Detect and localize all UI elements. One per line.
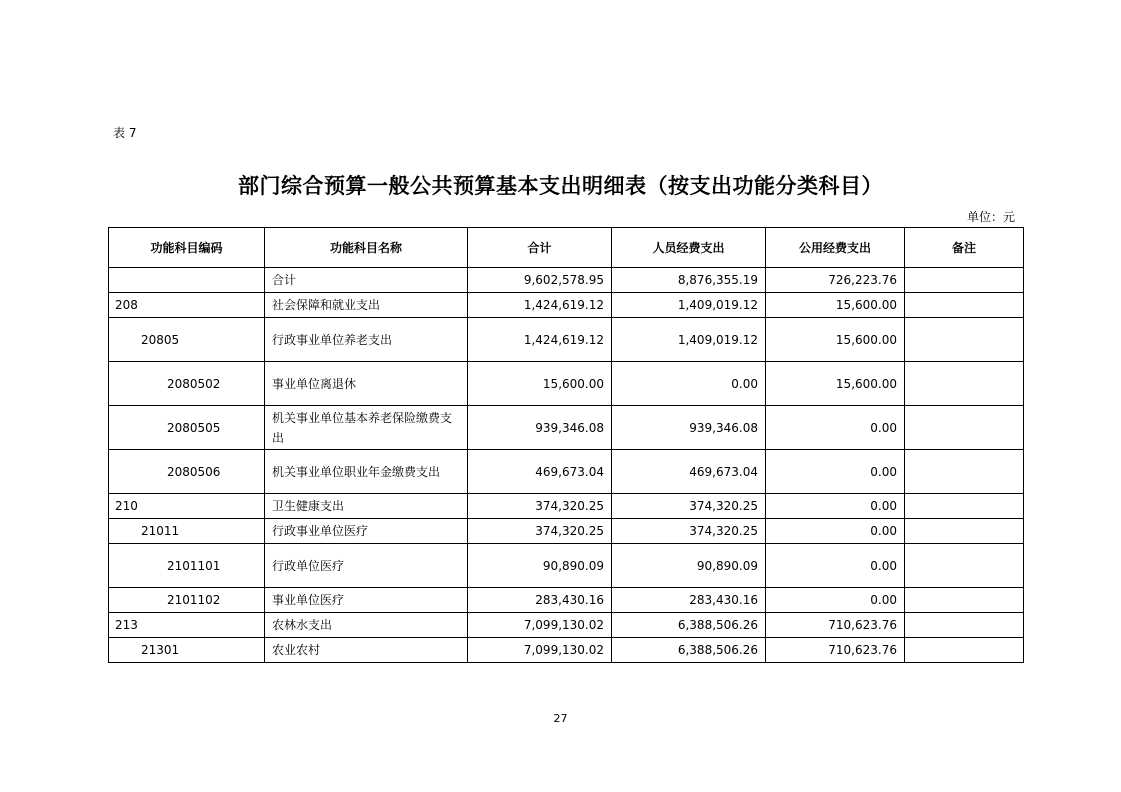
unit-label: 单位：元: [966, 210, 1015, 224]
cell-note: [905, 268, 1024, 293]
cell-code: 213: [109, 613, 265, 638]
cell-total: 374,320.25: [468, 494, 612, 519]
cell-code: 2080505: [109, 406, 265, 450]
table-row: [109, 638, 1024, 663]
table-row: [109, 450, 1024, 494]
column-header-note: 备注: [905, 228, 1024, 268]
cell-personnel: 939,346.08: [612, 406, 766, 450]
cell-name: 机关事业单位基本养老保险缴费支出: [265, 406, 468, 450]
cell-name: 卫生健康支出: [265, 494, 468, 519]
cell-public: 0.00: [766, 519, 905, 544]
table-row: [109, 268, 1024, 293]
table-row: [109, 406, 1024, 450]
cell-public: 710,623.76: [766, 638, 905, 663]
cell-note: [905, 406, 1024, 450]
cell-personnel: 1,409,019.12: [612, 318, 766, 362]
cell-code: 20805: [109, 318, 265, 362]
cell-public: 0.00: [766, 588, 905, 613]
cell-code: 21301: [109, 638, 265, 663]
cell-name: 机关事业单位职业年金缴费支出: [265, 450, 468, 494]
cell-name: 合计: [265, 268, 468, 293]
column-header-total: 合计: [468, 228, 612, 268]
cell-name: 社会保障和就业支出: [265, 293, 468, 318]
cell-public: 15,600.00: [766, 318, 905, 362]
cell-public: 0.00: [766, 406, 905, 450]
table-row: [109, 588, 1024, 613]
cell-name: 事业单位医疗: [265, 588, 468, 613]
cell-total: 1,424,619.12: [468, 293, 612, 318]
table-row: [109, 293, 1024, 318]
cell-total: 15,600.00: [468, 362, 612, 406]
cell-note: [905, 613, 1024, 638]
cell-note: [905, 519, 1024, 544]
cell-personnel: 469,673.04: [612, 450, 766, 494]
cell-code: 2101101: [109, 544, 265, 588]
cell-code: [109, 268, 265, 293]
cell-personnel: 6,388,506.26: [612, 638, 766, 663]
cell-note: [905, 362, 1024, 406]
cell-code: 2080502: [109, 362, 265, 406]
cell-code: 208: [109, 293, 265, 318]
cell-public: 0.00: [766, 494, 905, 519]
cell-personnel: 374,320.25: [612, 494, 766, 519]
page-number: 27: [553, 712, 568, 725]
cell-personnel: 6,388,506.26: [612, 613, 766, 638]
cell-note: [905, 588, 1024, 613]
cell-code: 21011: [109, 519, 265, 544]
page-title: 部门综合预算一般公共预算基本支出明细表（按支出功能分类科目）: [238, 174, 883, 198]
cell-personnel: 90,890.09: [612, 544, 766, 588]
cell-personnel: 283,430.16: [612, 588, 766, 613]
table-row: [109, 318, 1024, 362]
cell-total: 283,430.16: [468, 588, 612, 613]
table-row: [109, 613, 1024, 638]
table-row: [109, 519, 1024, 544]
cell-total: 7,099,130.02: [468, 613, 612, 638]
cell-public: 15,600.00: [766, 293, 905, 318]
cell-personnel: 8,876,355.19: [612, 268, 766, 293]
table-header-row: [109, 228, 1024, 268]
cell-note: [905, 450, 1024, 494]
column-header-name: 功能科目名称: [265, 228, 468, 268]
cell-name: 行政事业单位医疗: [265, 519, 468, 544]
table-row: [109, 494, 1024, 519]
cell-total: 469,673.04: [468, 450, 612, 494]
cell-note: [905, 318, 1024, 362]
cell-total: 9,602,578.95: [468, 268, 612, 293]
cell-public: 15,600.00: [766, 362, 905, 406]
cell-note: [905, 494, 1024, 519]
cell-note: [905, 544, 1024, 588]
cell-public: 0.00: [766, 450, 905, 494]
cell-total: 90,890.09: [468, 544, 612, 588]
cell-personnel: 374,320.25: [612, 519, 766, 544]
budget-table: [108, 227, 1024, 663]
cell-personnel: 1,409,019.12: [612, 293, 766, 318]
cell-public: 0.00: [766, 544, 905, 588]
cell-total: 374,320.25: [468, 519, 612, 544]
cell-total: 1,424,619.12: [468, 318, 612, 362]
table-label: 表 7: [113, 126, 137, 140]
column-header-public: 公用经费支出: [766, 228, 905, 268]
table-row: [109, 362, 1024, 406]
cell-total: 7,099,130.02: [468, 638, 612, 663]
cell-name: 行政事业单位养老支出: [265, 318, 468, 362]
cell-note: [905, 638, 1024, 663]
cell-public: 710,623.76: [766, 613, 905, 638]
cell-personnel: 0.00: [612, 362, 766, 406]
cell-name: 行政单位医疗: [265, 544, 468, 588]
cell-public: 726,223.76: [766, 268, 905, 293]
cell-name: 事业单位离退休: [265, 362, 468, 406]
column-header-code: 功能科目编码: [109, 228, 265, 268]
cell-name: 农林水支出: [265, 613, 468, 638]
cell-code: 2101102: [109, 588, 265, 613]
cell-note: [905, 293, 1024, 318]
cell-code: 210: [109, 494, 265, 519]
cell-name: 农业农村: [265, 638, 468, 663]
cell-total: 939,346.08: [468, 406, 612, 450]
cell-code: 2080506: [109, 450, 265, 494]
column-header-personnel: 人员经费支出: [612, 228, 766, 268]
table-row: [109, 544, 1024, 588]
